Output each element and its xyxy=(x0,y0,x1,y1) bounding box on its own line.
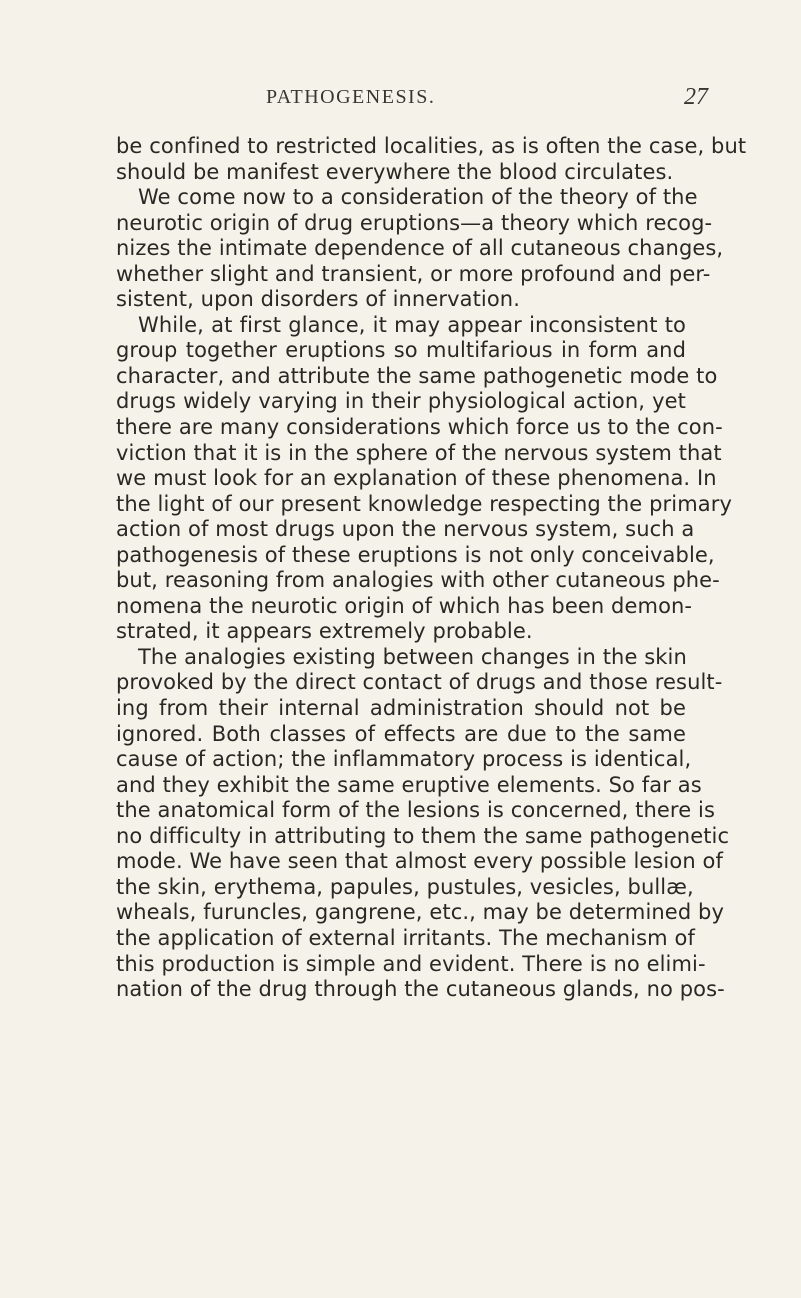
text-line: the skin, erythema, papules, pustules, vesicles, bullæ, xyxy=(116,874,694,899)
text-line: neurotic origin of drug eruptions—a theory which recog- xyxy=(116,210,713,235)
text-line: While, at first glance, it may appear inconsistent to xyxy=(138,312,686,337)
page-header xyxy=(0,86,801,116)
text-line: provoked by the direct contact of drugs and those result- xyxy=(116,670,723,695)
text-line: sistent, upon disorders of innervation. xyxy=(116,287,520,312)
text-line: be confined to restricted localities, as is often the case, but xyxy=(116,134,747,158)
text-line: and they exhibit the same eruptive elements. So far as xyxy=(116,772,702,797)
text-line: The analogies existing between changes in the skin xyxy=(138,644,687,669)
running-head: PATHOGENESIS. xyxy=(266,86,436,108)
text-line: there are many considerations which force us to the con- xyxy=(116,415,723,440)
text-line: ignored. Both classes of effects are due to the same xyxy=(116,721,686,746)
text-line: cause of action; the inflammatory process is identical, xyxy=(116,747,692,772)
text-line: whether slight and transient, or more profound and per- xyxy=(116,261,711,286)
text-line: ing from their internal administration should not be xyxy=(116,696,686,721)
text-line: drugs widely varying in their physiological action, yet xyxy=(116,389,686,414)
text-line: nizes the intimate dependence of all cutaneous changes, xyxy=(116,236,724,261)
text-line: nation of the drug through the cutaneous glands, no pos- xyxy=(116,977,725,1002)
text-line: viction that it is in the sphere of the nervous system that xyxy=(116,440,722,465)
text-line: wheals, furuncles, gangrene, etc., may be determined by xyxy=(116,900,724,925)
text-line: should be manifest everywhere the blood circulates. xyxy=(116,159,674,184)
text-line: We come now to a consideration of the theory of the xyxy=(138,185,698,210)
text-line: the application of external irritants. The mechanism of xyxy=(116,925,695,950)
text-line: the light of our present knowledge respecting the primary xyxy=(116,491,732,516)
text-line: but, reasoning from analogies with other cutaneous phe- xyxy=(116,568,720,593)
text-line: nomena the neurotic origin of which has been demon- xyxy=(116,593,693,618)
text-line: this production is simple and evident. There is no elimi- xyxy=(116,951,706,976)
text-line: we must look for an explanation of these phenomena. In xyxy=(116,466,717,491)
text-line: mode. We have seen that almost every possible lesion of xyxy=(116,849,723,874)
text-line: strated, it appears extremely probable. xyxy=(116,619,533,644)
text-line: group together eruptions so multifarious in form and xyxy=(116,338,686,363)
text-line: no difficulty in attributing to them the same pathogenetic xyxy=(116,823,730,848)
text-line: the anatomical form of the lesions is concerned, there is xyxy=(116,798,715,823)
page-number: 27 xyxy=(684,84,708,110)
text-line: character, and attribute the same pathogenetic mode to xyxy=(116,363,718,388)
text-line: action of most drugs upon the nervous system, such a xyxy=(116,517,695,542)
text-line: pathogenesis of these eruptions is not only conceivable, xyxy=(116,542,715,567)
body-text xyxy=(116,134,747,1003)
